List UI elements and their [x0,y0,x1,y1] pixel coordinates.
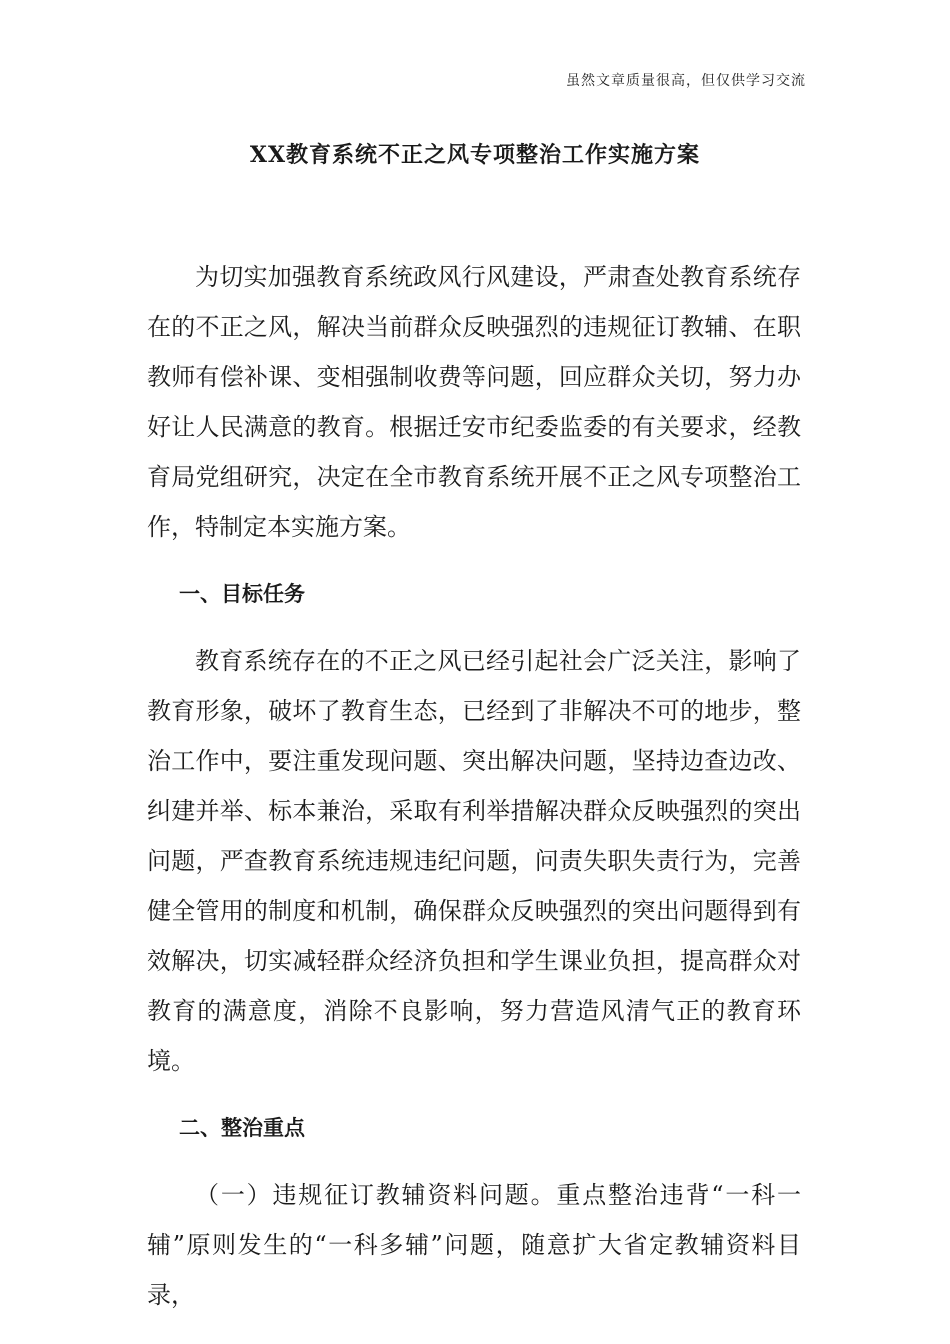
section-paragraph-focus: （一）违规征订教辅资料问题。重点整治违背“一科一辅”原则发生的“一科多辅”问题，随意扩大省定教辅资料目录， [147,1181,801,1309]
document-body [147,252,801,1320]
section-paragraph-goals: 教育系统存在的不正之风已经引起社会广泛关注，影响了教育形象，破坏了教育生态，已经到了非解决不可的地步，整治工作中，要注重发现问题、突出解决问题，坚持边查边改、纠建并举、标本兼治，采取有利举措解决群众反映强烈的突出问题，严查教育系统违规违纪问题，问责失职失责行为，完善健全管用的制度和机制，确保群众反映强烈的突出问题得到有效解决，切实减轻群众经济负担和学生课业负担，提高群众对教育的满意度，消除不良影响，努力营造风清气正的教育环境。 [147,647,801,1075]
section-heading-goals: 一、目标任务 [179,581,305,606]
document-title: XX教育系统不正之风专项整治工作实施方案 [249,142,701,168]
intro-paragraph: 为切实加强教育系统政风行风建设，严肃查处教育系统存在的不正之风，解决当前群众反映强烈的违规征订教辅、在职教师有偿补课、变相强制收费等问题，回应群众关切，努力办好让人民满意的教育。根据迁安市纪委监委的有关要求，经教育局党组研究，决定在全市教育系统开展不正之风专项整治工作，特制定本实施方案。 [147,263,801,541]
section-heading-focus: 二、整治重点 [179,1115,305,1140]
header-note: 虽然文章质量很高，但仅供学习交流 [566,73,806,89]
